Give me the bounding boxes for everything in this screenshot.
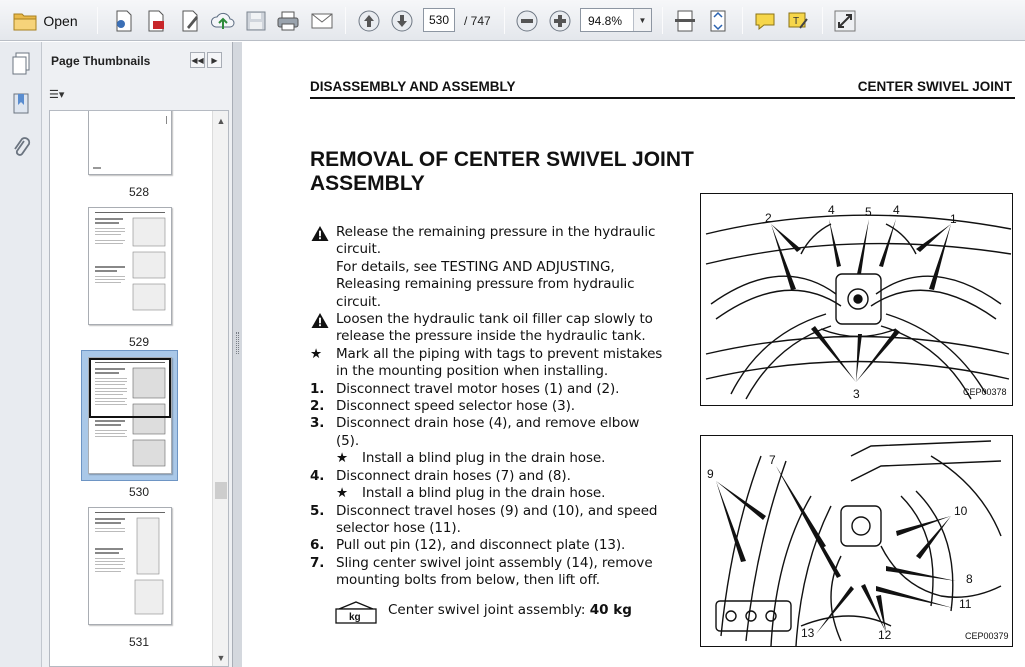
- zoom-select[interactable]: [580, 8, 652, 32]
- save-button[interactable]: [243, 6, 269, 35]
- arrow-down-circle-icon: [390, 9, 414, 33]
- printer-icon: [276, 10, 300, 32]
- callout-label: 4: [828, 203, 835, 217]
- step-item: [310, 398, 666, 415]
- full-screen-button[interactable]: [831, 6, 859, 35]
- panel-splitter[interactable]: [233, 42, 242, 667]
- page-preview-icon: [89, 508, 171, 624]
- zoom-value: 94.8%: [588, 14, 623, 28]
- step-text: Disconnect drain hose (4), and remove elbow (5).: [336, 415, 640, 449]
- thumbnail-page[interactable]: [88, 507, 172, 625]
- speech-bubble-icon: [753, 10, 777, 32]
- step-item: [310, 503, 666, 538]
- callout-label: 12: [878, 628, 892, 642]
- scroll-down-icon[interactable]: ▼: [216, 653, 226, 663]
- fit-width-button[interactable]: [704, 6, 732, 35]
- step-note: [310, 450, 666, 467]
- page-total-label: / 747: [464, 14, 491, 28]
- chevron-down-icon[interactable]: ▼: [633, 9, 651, 31]
- step-item: [310, 468, 666, 485]
- callout-label: 1: [950, 212, 957, 226]
- zoom-out-button[interactable]: [513, 6, 541, 35]
- step-number: 5.: [310, 502, 325, 519]
- weight-value: 40 kg: [589, 602, 632, 618]
- step-item: [310, 555, 666, 590]
- email-button[interactable]: [308, 6, 336, 35]
- cloud-upload-icon: [210, 9, 236, 33]
- step-item: [310, 415, 666, 450]
- kg-icon-text: kg: [349, 612, 361, 623]
- open-button[interactable]: [8, 6, 82, 35]
- section-title: REMOVAL OF CENTER SWIVEL JOINT ASSEMBLY: [310, 148, 694, 195]
- attachments-toggle[interactable]: [10, 136, 32, 160]
- step-number: 7.: [310, 554, 325, 571]
- star-icon: ★: [336, 485, 349, 502]
- swivel-joint-photo: [701, 194, 1013, 406]
- thumbnail-page-number: 529: [128, 335, 150, 349]
- warning-item: [310, 311, 666, 346]
- thumbnail-scrollbar[interactable]: [212, 111, 228, 667]
- scroll-thumb[interactable]: [215, 482, 227, 499]
- thumbnail-list[interactable]: [49, 110, 229, 667]
- document-gear-icon: [112, 9, 136, 33]
- comment-button[interactable]: [751, 6, 779, 35]
- thumbnail-page-number: 528: [128, 185, 150, 199]
- step-note-text: Install a blind plug in the drain hose.: [362, 450, 606, 467]
- print-button[interactable]: [274, 6, 302, 35]
- zoom-in-button[interactable]: [546, 6, 574, 35]
- expand-right-icon[interactable]: ▶: [207, 52, 222, 68]
- thumbnail-page[interactable]: [88, 110, 172, 175]
- step-text: Sling center swivel joint assembly (14), remove mounting bolts from below, then lift off.: [336, 554, 653, 589]
- step-text: Disconnect drain hoses (7) and (8).: [336, 467, 571, 484]
- weight-line: [388, 602, 632, 618]
- minus-circle-icon: [515, 9, 539, 33]
- pdf-export-icon: [144, 9, 168, 33]
- expand-arrows-icon: [834, 10, 856, 32]
- callout-label: 3: [853, 387, 860, 401]
- callout-label: 4: [893, 203, 900, 217]
- warning-detail: For details, see TESTING AND ADJUSTING, Releasing remaining pressure from hydraulic circuit.: [336, 258, 635, 310]
- edit-pen-icon: [178, 9, 202, 33]
- step-number: 1.: [310, 380, 325, 397]
- thumbnail-page-selected[interactable]: [88, 357, 172, 474]
- highlight-button[interactable]: [784, 6, 812, 35]
- fit-page-icon: [674, 9, 696, 33]
- thumbnail-options-button[interactable]: [49, 88, 73, 104]
- warning-text: Loosen the hydraulic tank oil filler cap slowly to release the pressure inside the hydraulic tank.: [336, 311, 653, 345]
- thumbnail-page-number: 530: [128, 485, 150, 499]
- bookmarks-toggle[interactable]: [10, 92, 32, 116]
- envelope-icon: [310, 11, 334, 31]
- weight-label: Center swivel joint assembly:: [388, 602, 586, 618]
- step-number: 4.: [310, 467, 325, 484]
- thumbnail-page[interactable]: [88, 207, 172, 325]
- page-thumbnails-toggle[interactable]: [10, 52, 32, 76]
- fit-width-icon: [707, 9, 729, 33]
- document-page: [242, 42, 1025, 667]
- panel-title: Page Thumbnails: [51, 54, 151, 68]
- star-icon: ★: [336, 450, 349, 467]
- figure-code: CEP00379: [965, 631, 1009, 641]
- floppy-disk-icon: [245, 10, 267, 32]
- note-item: [310, 346, 666, 381]
- figure-code: CEP00378: [963, 387, 1007, 397]
- page-header-right: CENTER SWIVEL JOINT: [857, 79, 1012, 94]
- warning-text: Release the remaining pressure in the hydraulic circuit.: [336, 224, 656, 258]
- page-preview-icon: [89, 358, 171, 473]
- step-item: [310, 381, 666, 398]
- collapse-left-icon[interactable]: ◀◀: [190, 52, 205, 68]
- callout-label: 2: [765, 211, 772, 225]
- star-icon: ★: [310, 345, 323, 362]
- folder-icon: [12, 10, 38, 32]
- create-pdf-button[interactable]: [110, 6, 138, 35]
- paperclip-icon: [11, 136, 31, 160]
- page-preview-icon: [89, 208, 171, 324]
- warning-triangle-icon: [310, 312, 330, 329]
- open-label: Open: [43, 12, 78, 29]
- step-text: Pull out pin (12), and disconnect plate (13).: [336, 537, 626, 554]
- figure-swivel-joint-bottom: [700, 435, 1013, 647]
- procedure-text: [310, 224, 666, 590]
- swivel-joint-hoses-photo: [701, 436, 1013, 647]
- warning-item: [310, 224, 666, 311]
- plus-circle-icon: [548, 9, 572, 33]
- export-pdf-button[interactable]: [142, 6, 170, 35]
- scroll-up-icon[interactable]: ▲: [216, 116, 226, 126]
- thumbnail-page-number: 531: [128, 635, 150, 649]
- toolbar: [0, 0, 1025, 41]
- weight-kg-icon: [335, 600, 377, 625]
- page-header-left: DISASSEMBLY AND ASSEMBLY: [310, 79, 516, 94]
- next-page-button[interactable]: [388, 6, 416, 35]
- highlighter-icon: [786, 10, 810, 32]
- step-number: 3.: [310, 415, 325, 432]
- step-text: Disconnect travel motor hoses (1) and (2).: [336, 380, 620, 397]
- pages-icon: [11, 52, 31, 76]
- previous-page-button[interactable]: [355, 6, 383, 35]
- note-text: Mark all the piping with tags to prevent mistakes in the mounting position when installing.: [336, 345, 663, 380]
- fit-page-button[interactable]: [671, 6, 699, 35]
- step-text: Disconnect travel hoses (9) and (10), and speed selector hose (11).: [336, 502, 658, 536]
- header-rule: [310, 97, 1015, 99]
- thumbnails-panel: [42, 42, 233, 667]
- callout-label: 7: [769, 453, 776, 467]
- upload-button[interactable]: [208, 6, 238, 35]
- callout-label: 13: [801, 626, 815, 640]
- step-number: 2.: [310, 398, 325, 415]
- callout-label: 11: [959, 597, 972, 611]
- step-number: 6.: [310, 537, 325, 554]
- step-note: [310, 485, 666, 502]
- callout-label: 9: [707, 467, 714, 481]
- bookmark-icon: [11, 92, 31, 116]
- arrow-up-circle-icon: [357, 9, 381, 33]
- svg-text:T: T: [793, 15, 800, 27]
- step-note-text: Install a blind plug in the drain hose.: [362, 485, 606, 502]
- list-options-icon: ☰▾: [49, 89, 65, 101]
- callout-label: 10: [954, 504, 968, 518]
- edit-document-button[interactable]: [176, 6, 204, 35]
- navigation-rail: [0, 42, 42, 667]
- step-item: [310, 537, 666, 554]
- figure-swivel-joint-top: [700, 193, 1013, 406]
- panel-controls: [190, 52, 222, 68]
- page-number-input[interactable]: 530: [423, 8, 455, 32]
- warning-triangle-icon: [310, 225, 330, 242]
- step-text: Disconnect speed selector hose (3).: [336, 398, 575, 415]
- callout-label: 8: [966, 572, 973, 586]
- callout-label: 5: [865, 205, 872, 219]
